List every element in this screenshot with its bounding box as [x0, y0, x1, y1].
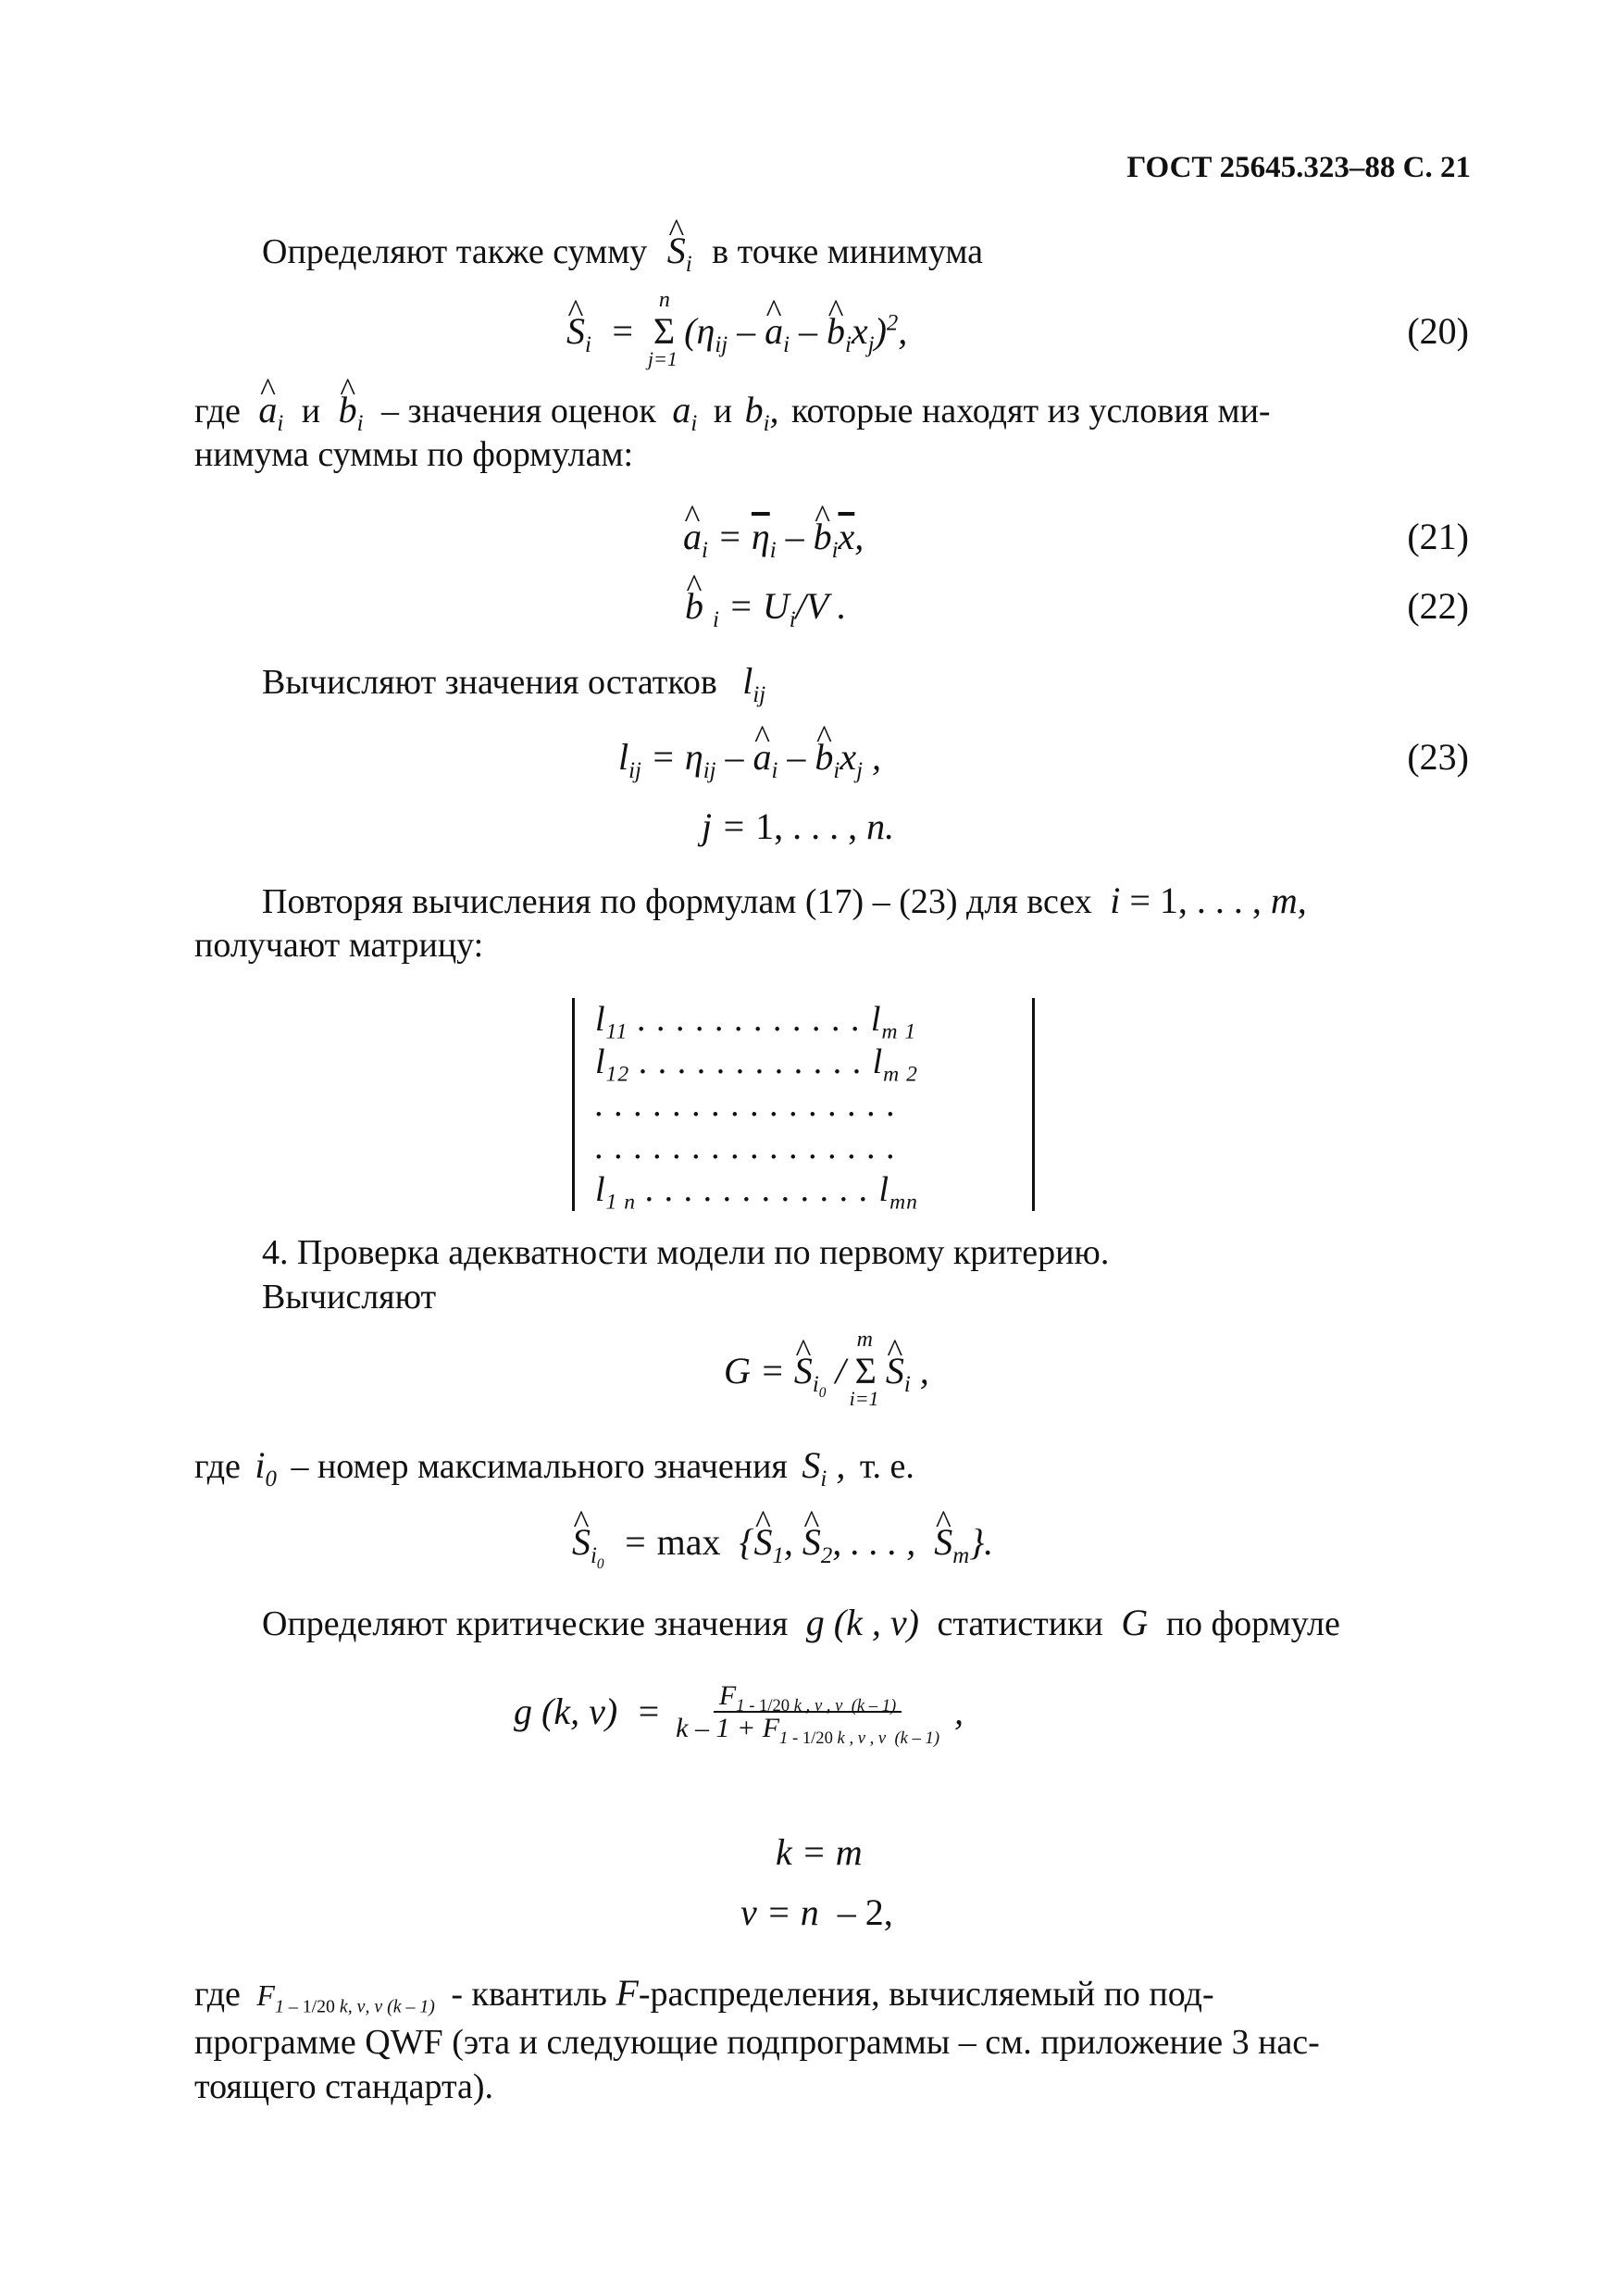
formula-22: ^ b $_i = U_i/V$ .	[685, 585, 847, 628]
paragraph-quantile-cont: программе QWF (эта и следующие подпрограммы – см. приложение 3 нас-	[194, 2023, 1320, 2062]
paragraph-repeat: Повторяя вычисления по формулам (17) – (23) для всех i = 1, . . . , m,	[262, 880, 1307, 921]
page-header: ГОСТ 25645.323–88 С. 21	[1126, 151, 1471, 184]
matrix-row: . . . . . . . . . . . . . . . .	[595, 1085, 897, 1124]
matrix-row: . . . . . . . . . . . . . . . .	[595, 1128, 897, 1167]
residual-matrix	[572, 998, 1035, 1215]
equation-number-23: (23)	[1407, 736, 1469, 778]
paragraph-max-index: где $i_0$ – номер максимального значения $S_i$ , т. е.	[194, 1444, 914, 1491]
formula-k-def: k = m	[776, 1831, 863, 1873]
equation-number-21: (21)	[1407, 516, 1469, 557]
formula-max: ^ $S_{i_0} = \max$ {^ $S_1$, ^ $S_2$, . . . , ^ $S_m$}.	[572, 1521, 993, 1565]
paragraph-repeat-cont: получают матрицу:	[194, 926, 484, 965]
equation-number-20: (20)	[1407, 310, 1469, 352]
matrix-row: $l_{11}$ . . . . . . . . . . . . $l_{m 1}$	[595, 1000, 917, 1044]
matrix-row: $l_{12}$ . . . . . . . . . . . . $l_{m 2}$	[595, 1042, 918, 1087]
equation-number-22: (22)	[1407, 585, 1469, 627]
paragraph-quantile-end: тоящего стандарта).	[194, 2067, 494, 2106]
paragraph-quantile: где $F_{1 - 1/20 k, \nu, \nu (k - 1)}$ - квантиль F-распределения, вычисляемый по под-	[194, 1972, 1214, 2017]
formula-23-range: j = 1, . . . , n.	[702, 805, 895, 847]
section-4-heading: 4. Проверка адекватности модели по первому критерию.	[262, 1233, 1110, 1272]
formula-v-def: ν = n – 2,	[740, 1891, 893, 1933]
paragraph-estimates: где ^ $a_i$ и ^ $b_i$ – значения оценок $a_i$ и $b_i$, которые находят из условия ми-	[194, 389, 1271, 432]
paragraph-critical-values: Определяют критические значения g (k , ν) статистики G по формуле	[262, 1602, 1340, 1643]
paragraph-estimates-cont: нимума суммы по формулам:	[194, 435, 634, 474]
matrix-row: $l_{1 n}$ . . . . . . . . . . . . $l_{mn}$	[595, 1170, 918, 1215]
formula-23: $l_{ij} = \eta_{ij}$ – ^ $a_i$ – ^ $b_ix_j$ ,	[618, 736, 881, 779]
paragraph-residuals: Вычисляют значения остатков $l_{ij}$	[262, 660, 766, 707]
formula-20: ^ $S_i$ = n Σ j=1 ($\eta_{ij}$ – ^ $a_i$ – ^ $b_ix_j)^2$,	[566, 310, 907, 353]
formula-g: G = ^ $S_{i_0}$ / m Σ i=1 ^ $S_i$ ,	[724, 1350, 929, 1393]
paragraph-compute: Вычисляют	[262, 1278, 437, 1316]
paragraph-sum-intro: Определяют также сумму ^ $S_i$ в точке минимума	[262, 230, 983, 273]
formula-critical-g: g (k, ν) = $\frac{F_{1 - 1/20 k , \nu , \nu (k - 1)}}{k - 1 + F_{1 - 1/20 k , \nu , \nu (k - 1)}}$ ,	[514, 1680, 964, 1748]
formula-21: ^ $a_i = \overline{\eta}_i$ – ^ $b_i\overline{x}$,	[683, 516, 864, 558]
